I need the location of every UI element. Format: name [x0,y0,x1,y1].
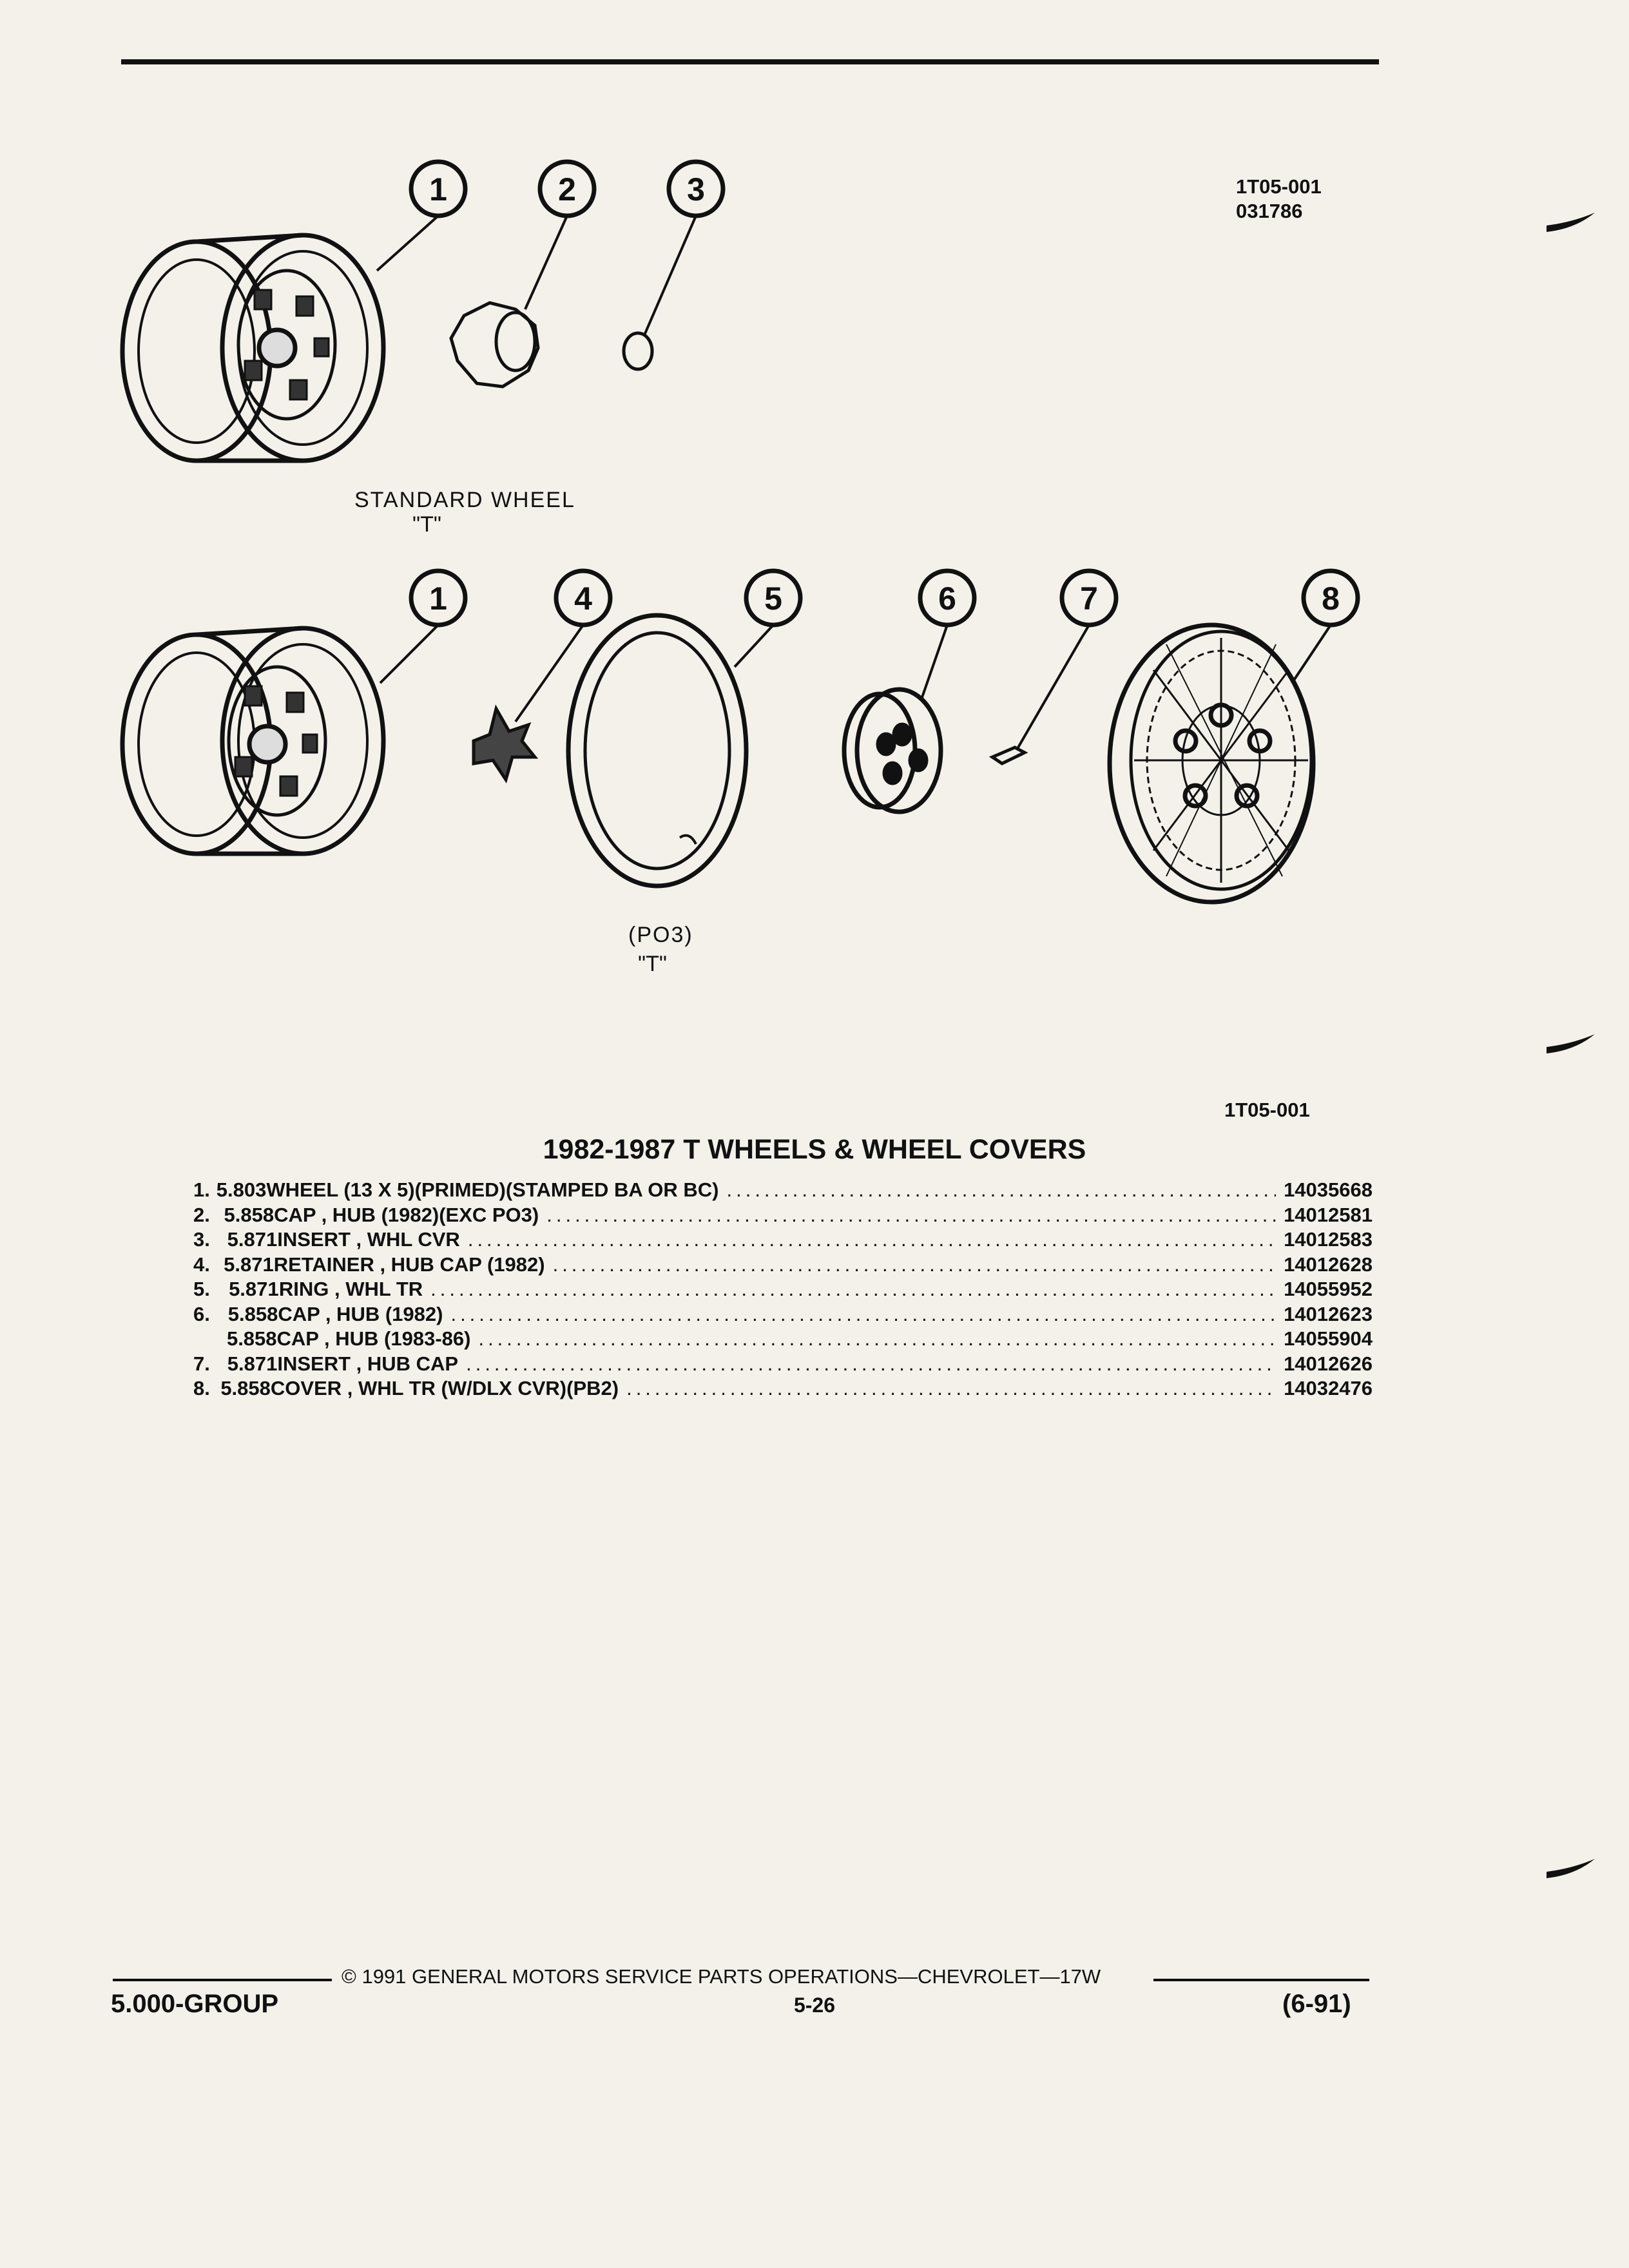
figure-code-date: 031786 [1236,200,1303,222]
group-number: 5.871 [229,1278,279,1300]
part-number: 14012581 [1284,1203,1373,1226]
group-number: 5.871 [224,1253,274,1276]
callout-1-top: 1 [429,171,447,207]
item-number: 1. [193,1178,210,1201]
parts-row [193,1302,1373,1327]
wheel-drawing-2 [122,628,383,854]
insert-drawing [624,333,652,369]
retainer-drawing [474,709,535,780]
caption-option-sub: "T" [638,952,667,976]
page-number: 5-26 [793,1994,836,2017]
part-number: 14012626 [1284,1352,1373,1375]
callout-5: 5 [764,581,782,617]
parts-row [193,1327,1373,1352]
item-number: 7. [193,1352,210,1375]
part-number: 14055904 [1284,1327,1373,1350]
item-number: 3. [193,1228,210,1251]
part-description: CAP , HUB (1982) [278,1302,443,1325]
part-description: CAP , HUB (1983-86) [276,1327,471,1350]
part-number: 14012583 [1284,1228,1373,1251]
part-description: COVER , WHL TR (W/DLX CVR)(PB2) [270,1377,619,1399]
part-number: 14032476 [1284,1377,1373,1399]
leader-dots [450,1302,1276,1327]
footer-date: (6-91) [1282,1990,1351,2018]
part-description: RETAINER , HUB CAP (1982) [273,1253,545,1276]
footer-rule-right [1153,1979,1369,1981]
part-number: 14012623 [1284,1302,1373,1325]
part-description: CAP , HUB (1982)(EXC PO3) [274,1203,539,1226]
callout-4: 4 [574,581,592,617]
leader-dots [478,1327,1276,1352]
parts-row [193,1376,1373,1401]
callout-3: 3 [687,171,705,207]
callout-7: 7 [1080,581,1098,617]
leader-dots [726,1178,1276,1203]
wheel-cover-drawing [1110,625,1313,902]
standard-wheel-drawing [122,235,383,461]
parts-row [193,1227,1373,1253]
group-number: 5.803 [216,1178,267,1201]
leader-dots [466,1352,1276,1377]
hub-cap-drawing [451,303,538,387]
item-number: 8. [193,1377,210,1399]
callout-8: 8 [1322,581,1340,617]
footer-rule-left [113,1979,332,1981]
parts-list [193,1178,1373,1401]
part-number: 14012628 [1284,1253,1373,1276]
item-number: 6. [193,1302,210,1325]
hub-cap-2-drawing [844,689,941,812]
part-number: 14035668 [1284,1178,1373,1201]
parts-row [193,1277,1373,1302]
item-number: 5. [193,1278,210,1300]
parts-list-title: 1982-1987 T WHEELS & WHEEL COVERS [543,1134,1086,1165]
part-number: 14055952 [1284,1278,1373,1300]
caption-standard-wheel-sub: "T" [412,512,441,537]
group-number: 5.871 [227,1352,278,1375]
figure-code-bottom: 1T05-001 [1224,1099,1310,1121]
callout-1-bottom: 1 [429,581,447,617]
part-description: WHEEL (13 X 5)(PRIMED)(STAMPED BA OR BC) [266,1178,719,1201]
parts-row [193,1178,1373,1203]
figure-code-top: 1T05-001 [1236,175,1322,198]
item-number: 4. [193,1253,210,1276]
leader-dots [626,1376,1276,1401]
group-number: 5.871 [227,1228,278,1251]
item-number: 2. [193,1203,210,1226]
part-description: RING , WHL TR [278,1278,423,1300]
callout-6: 6 [938,581,956,617]
part-description: INSERT , WHL CVR [277,1228,460,1251]
group-number: 5.858 [224,1203,275,1226]
leader-dots [430,1277,1276,1302]
leader-dots [553,1253,1276,1278]
parts-row [193,1203,1373,1228]
parts-row [193,1352,1373,1377]
caption-option: (PO3) [628,923,693,947]
footer-copyright: © 1991 GENERAL MOTORS SERVICE PARTS OPERATIONS—CHEVROLET—17W [342,1965,1101,1988]
leader-dots [546,1203,1276,1228]
part-description: INSERT , HUB CAP [277,1352,459,1375]
hub-cap-insert-drawing [992,747,1025,764]
callout-2: 2 [558,171,576,207]
footer-group: 5.000-GROUP [111,1990,279,2018]
parts-row [193,1253,1373,1278]
group-number: 5.858 [227,1302,278,1325]
trim-ring-drawing [568,615,746,886]
leader-dots [468,1227,1276,1253]
group-number: 5.858 [220,1377,271,1399]
caption-standard-wheel: STANDARD WHEEL [354,488,575,512]
group-number: 5.858 [226,1327,277,1350]
